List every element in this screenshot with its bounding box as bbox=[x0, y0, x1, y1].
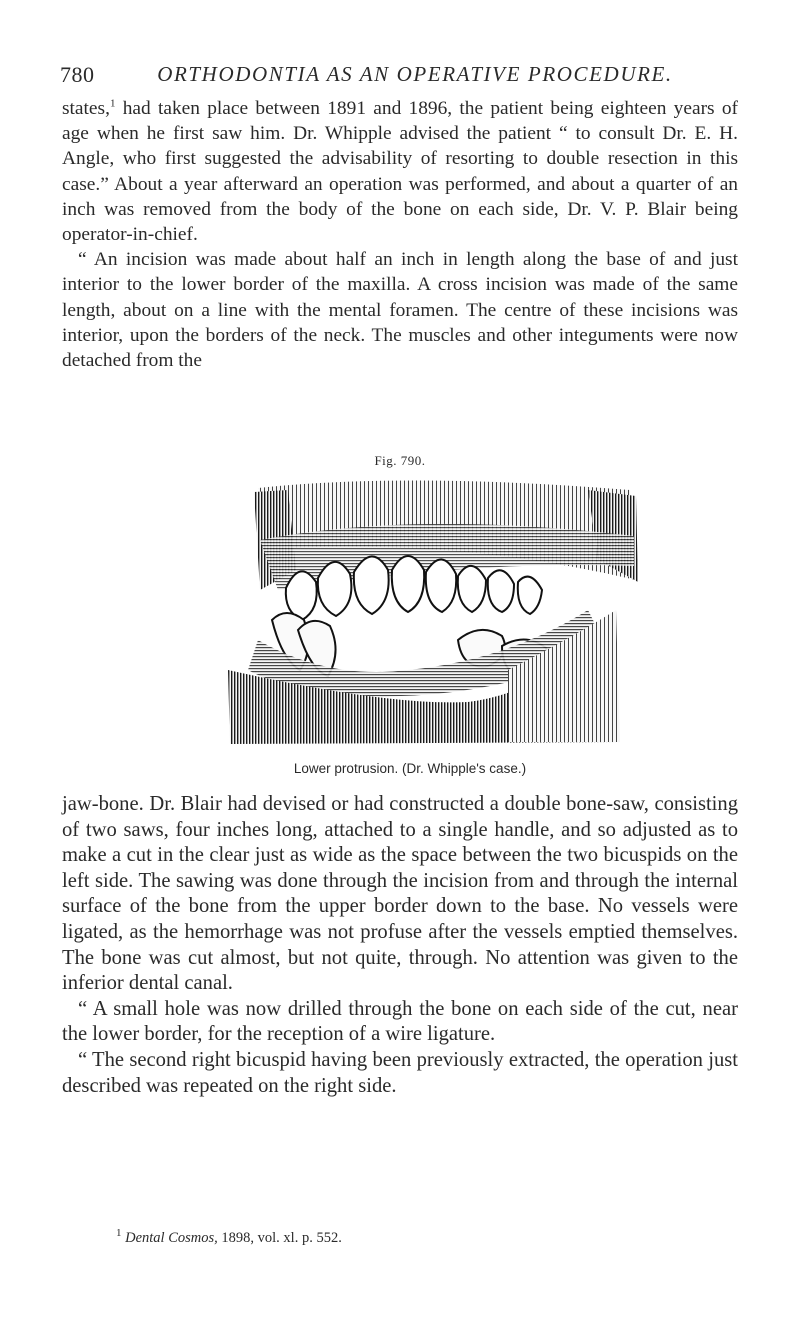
footnote-source-title: Dental Cosmos, bbox=[125, 1230, 218, 1246]
running-title: ORTHODONTIA AS AN OPERATIVE PROCEDURE. bbox=[157, 62, 673, 86]
footnote-citation: 1898, vol. xl. p. 552. bbox=[217, 1230, 342, 1246]
figure-caption: Lower protrusion. (Dr. Whipple's case.) bbox=[293, 761, 527, 776]
paragraph: states,$^1$ had taken place between 1891 and 1896, the patient being eighteen years of age when he first saw him. Dr. Whipple advised the patient “ to consult Dr. E. H. Angle, who first suggested the advisability of resorting to double resection in this case.” About a year afterward an operation was performed, and about a quarter of an inch was removed from the body of the bone on each side, Dr. V. P. Blair being operator-in-chief. bbox=[62, 97, 738, 246]
dental-cast-icon bbox=[168, 470, 640, 748]
paragraph: “ An incision was made about half an inch in length along the base of and just interior to the lower border of the maxilla. A cross incision was made of the same length, about on a line with the mental foramen. The centre of these incisions was interior, upon the borders of the neck. The muscles and other integuments were now detached from the bbox=[62, 249, 738, 372]
paragraph: “ The second right bicuspid having been previously extracted, the operation just described was repeated on the right side. bbox=[62, 1048, 738, 1097]
page-header bbox=[60, 62, 720, 92]
page-number: 780 bbox=[60, 62, 95, 87]
paragraph: jaw-bone. Dr. Blair had devised or had constructed a double bone-saw, consisting of two saws, four inches long, attached to a single handle, and so adjusted as to make a cut in the clear just as wide as the space between the two bicuspids on the left side. The sawing was done through the incision from and through the internal surface of the bone from the upper border down to the base. No vessels were ligated, as the hemorrhage was not profuse after the vessels emptied themselves. The bone was cut almost, but not quite, through. No attention was given to the inferior dental canal. bbox=[62, 793, 738, 995]
footnote bbox=[116, 1227, 342, 1247]
footnote-marker: 1 bbox=[109, 97, 116, 110]
paragraph: “ A small hole was now drilled through the bone on each side of the cut, near the lower border, for the reception of a wire ligature. bbox=[62, 997, 738, 1046]
footnote-marker: 1 bbox=[116, 1227, 122, 1240]
figure-label: Fig. 790. bbox=[374, 453, 426, 468]
text-block-bottom bbox=[62, 792, 738, 1099]
text-block-top bbox=[62, 96, 738, 373]
